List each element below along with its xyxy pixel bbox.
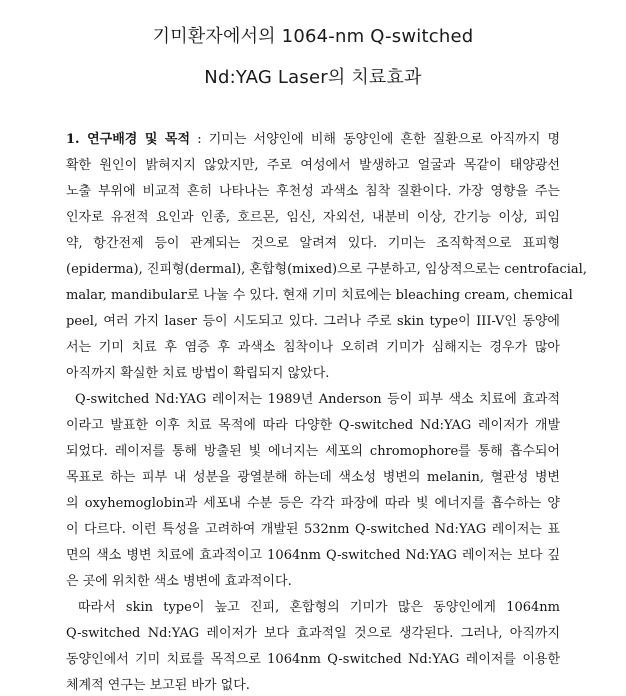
paragraph-line: 약, 항간전제 등이 관계되는 것으로 알려져 있다. 기미는 조직학적으로 표피형: [66, 236, 560, 251]
paragraph-line: [66, 130, 560, 150]
paragraph-line: 되었다. 레이저를 통해 방출된 빛 에너지는 세포의 chromophore를 통해 흡수되어: [66, 444, 560, 459]
paragraph-line: 이라고 발표한 이후 치료 목적에 따라 다양한 Q-switched Nd:YAG 레이저가 개발: [66, 418, 560, 433]
paragraph-line: Q-switched Nd:YAG 레이저는 1989년 Anderson 등이 피부 색소 치료에 효과적: [75, 392, 560, 407]
paragraph-line: 동양인에서 기미 치료를 목적으로 1064nm Q-switched Nd:YAG 레이저를 이용한: [66, 652, 560, 667]
paragraph-line: 서는 기미 치료 후 염증 후 과색소 침착이나 오히려 기미가 심해지는 경우가 많아: [66, 340, 560, 355]
title-line-1: 기미환자에서의 1064-nm Q-switched: [152, 26, 474, 47]
paragraph-line: 의 oxyhemoglobin과 세포내 수분 등은 각각 파장에 따라 빛 에너지를 흡수하는 양: [66, 496, 560, 511]
section-heading: 1. 연구배경 및 목적: [66, 132, 191, 147]
paragraph-text: : 기미는 서양인에 비해 동양인에 흔한 질환으로 아직까지 명: [190, 132, 561, 147]
paragraph-line: 인자로 유전적 요인과 인종, 호르몬, 임신, 자외선, 내분비 이상, 간기능 이상, 피임: [66, 210, 560, 225]
paragraph-line: 확한 원인이 밝혀지지 않았지만, 주로 여성에서 발생하고 얼굴과 목같이 태양광선: [66, 158, 560, 173]
paragraph-line: (epiderma), 진피형(dermal), 혼합형(mixed)으로 구분하고, 임상적으로는 centrofacial,: [66, 262, 587, 277]
paragraph-line: Q-switched Nd:YAG 레이저가 보다 효과적일 것으로 생각된다. 그러나, 아직까지: [66, 626, 560, 641]
paragraph-line: 은 곳에 위치한 색소 병변에 효과적이다.: [66, 574, 292, 589]
paragraph-line: 아직까지 확실한 치료 방법이 확립되지 않았다.: [66, 366, 330, 381]
paragraph-line: 따라서 skin type이 높고 진피, 혼합형의 기미가 많은 동양인에게 1064nm: [78, 600, 560, 615]
paragraph-line: 면의 색소 병변 치료에 효과적이고 1064nm Q-switched Nd:YAG 레이저는 보다 깊: [66, 548, 560, 563]
paragraph-line: 목표로 하는 피부 내 성분을 광열분해 하는데 색소성 병변의 melanin, 혈관성 병변: [66, 470, 560, 485]
paragraph-line: peel, 여러 가지 laser 등이 시도되고 있다. 그러나 주로 skin type이 III-V인 동양에: [66, 314, 560, 329]
paragraph-line: 이 다르다. 이런 특성을 고려하여 개발된 532nm Q-switched Nd:YAG 레이저는 표: [66, 522, 560, 537]
paragraph-line: 체계적 연구는 보고된 바가 없다.: [66, 678, 250, 693]
title-line-2: Nd:YAG Laser의 치료효과: [204, 67, 422, 88]
paragraph-line: 노출 부위에 비교적 흔히 나타나는 후천성 과색소 침착 질환이다. 가장 영향을 주는: [66, 184, 560, 199]
paragraph-line: malar, mandibular로 나눌 수 있다. 현재 기미 치료에는 bleaching cream, chemical: [66, 288, 573, 303]
